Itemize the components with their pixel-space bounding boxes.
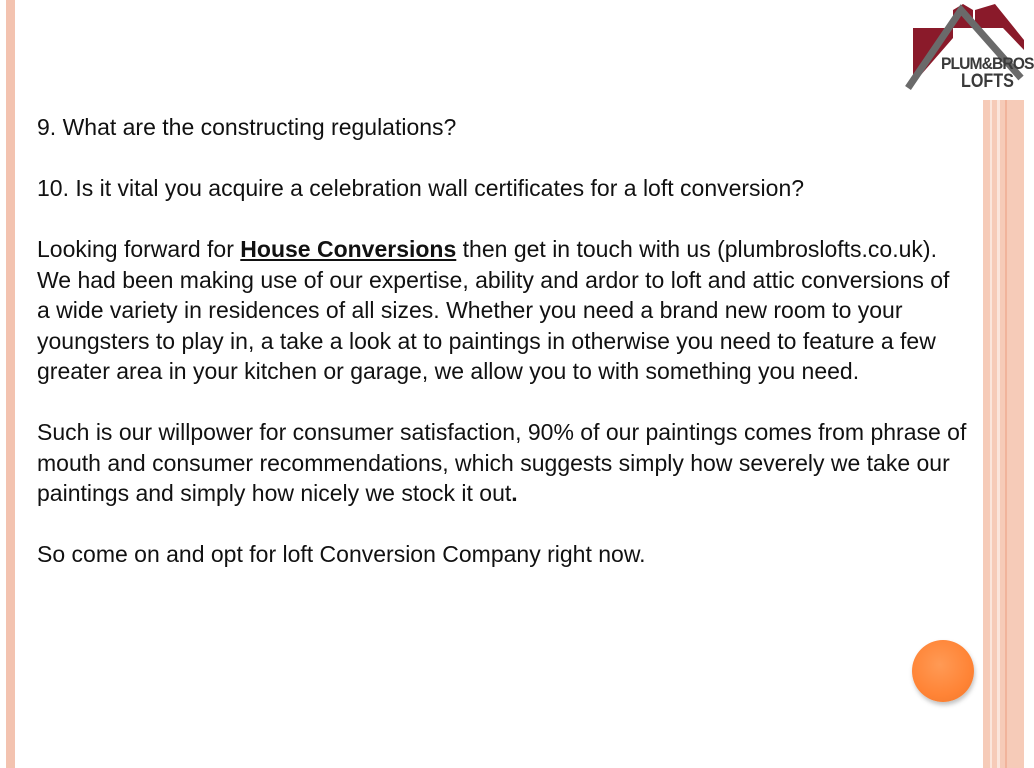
right-decor-band: [983, 0, 1024, 768]
left-decor-stripe: [6, 0, 15, 768]
logo-text-lofts: LOFTS: [961, 71, 1014, 92]
paragraph-satisfaction: Such is our willpower for consumer satisfaction, 90% of our paintings comes from phrase of mouth and consumer recommendations, which suggests simply how severely we take our paintings and simply how nicely we stock it out.: [37, 419, 967, 506]
paragraph-call-to-action: So come on and opt for loft Conversion Company right now.: [37, 541, 646, 567]
plumbros-lofts-logo: [903, 0, 1034, 100]
paragraph-house-conversions: Looking forward for House Conversions then get in touch with us (plumbroslofts.co.uk). We had been making use of our expertise, ability and ardor to loft and attic conversions of a wide variety in residences of all sizes. Whether you need a brand new room to your youngsters to play in, a take a look at to paintings in otherwise you need to feature a few greater area in your kitchen or garage, we allow you to with something you need.: [37, 236, 950, 384]
slide-body: [37, 112, 967, 570]
logo-text-brand: PLUM&BROS: [941, 54, 1034, 73]
house-conversions-link[interactable]: House Conversions: [240, 236, 457, 262]
question-9: 9. What are the constructing regulations?: [37, 114, 457, 140]
question-10: 10. Is it vital you acquire a celebration wall certificates for a loft conversion?: [37, 175, 805, 201]
orange-circle-decor: [912, 640, 974, 702]
